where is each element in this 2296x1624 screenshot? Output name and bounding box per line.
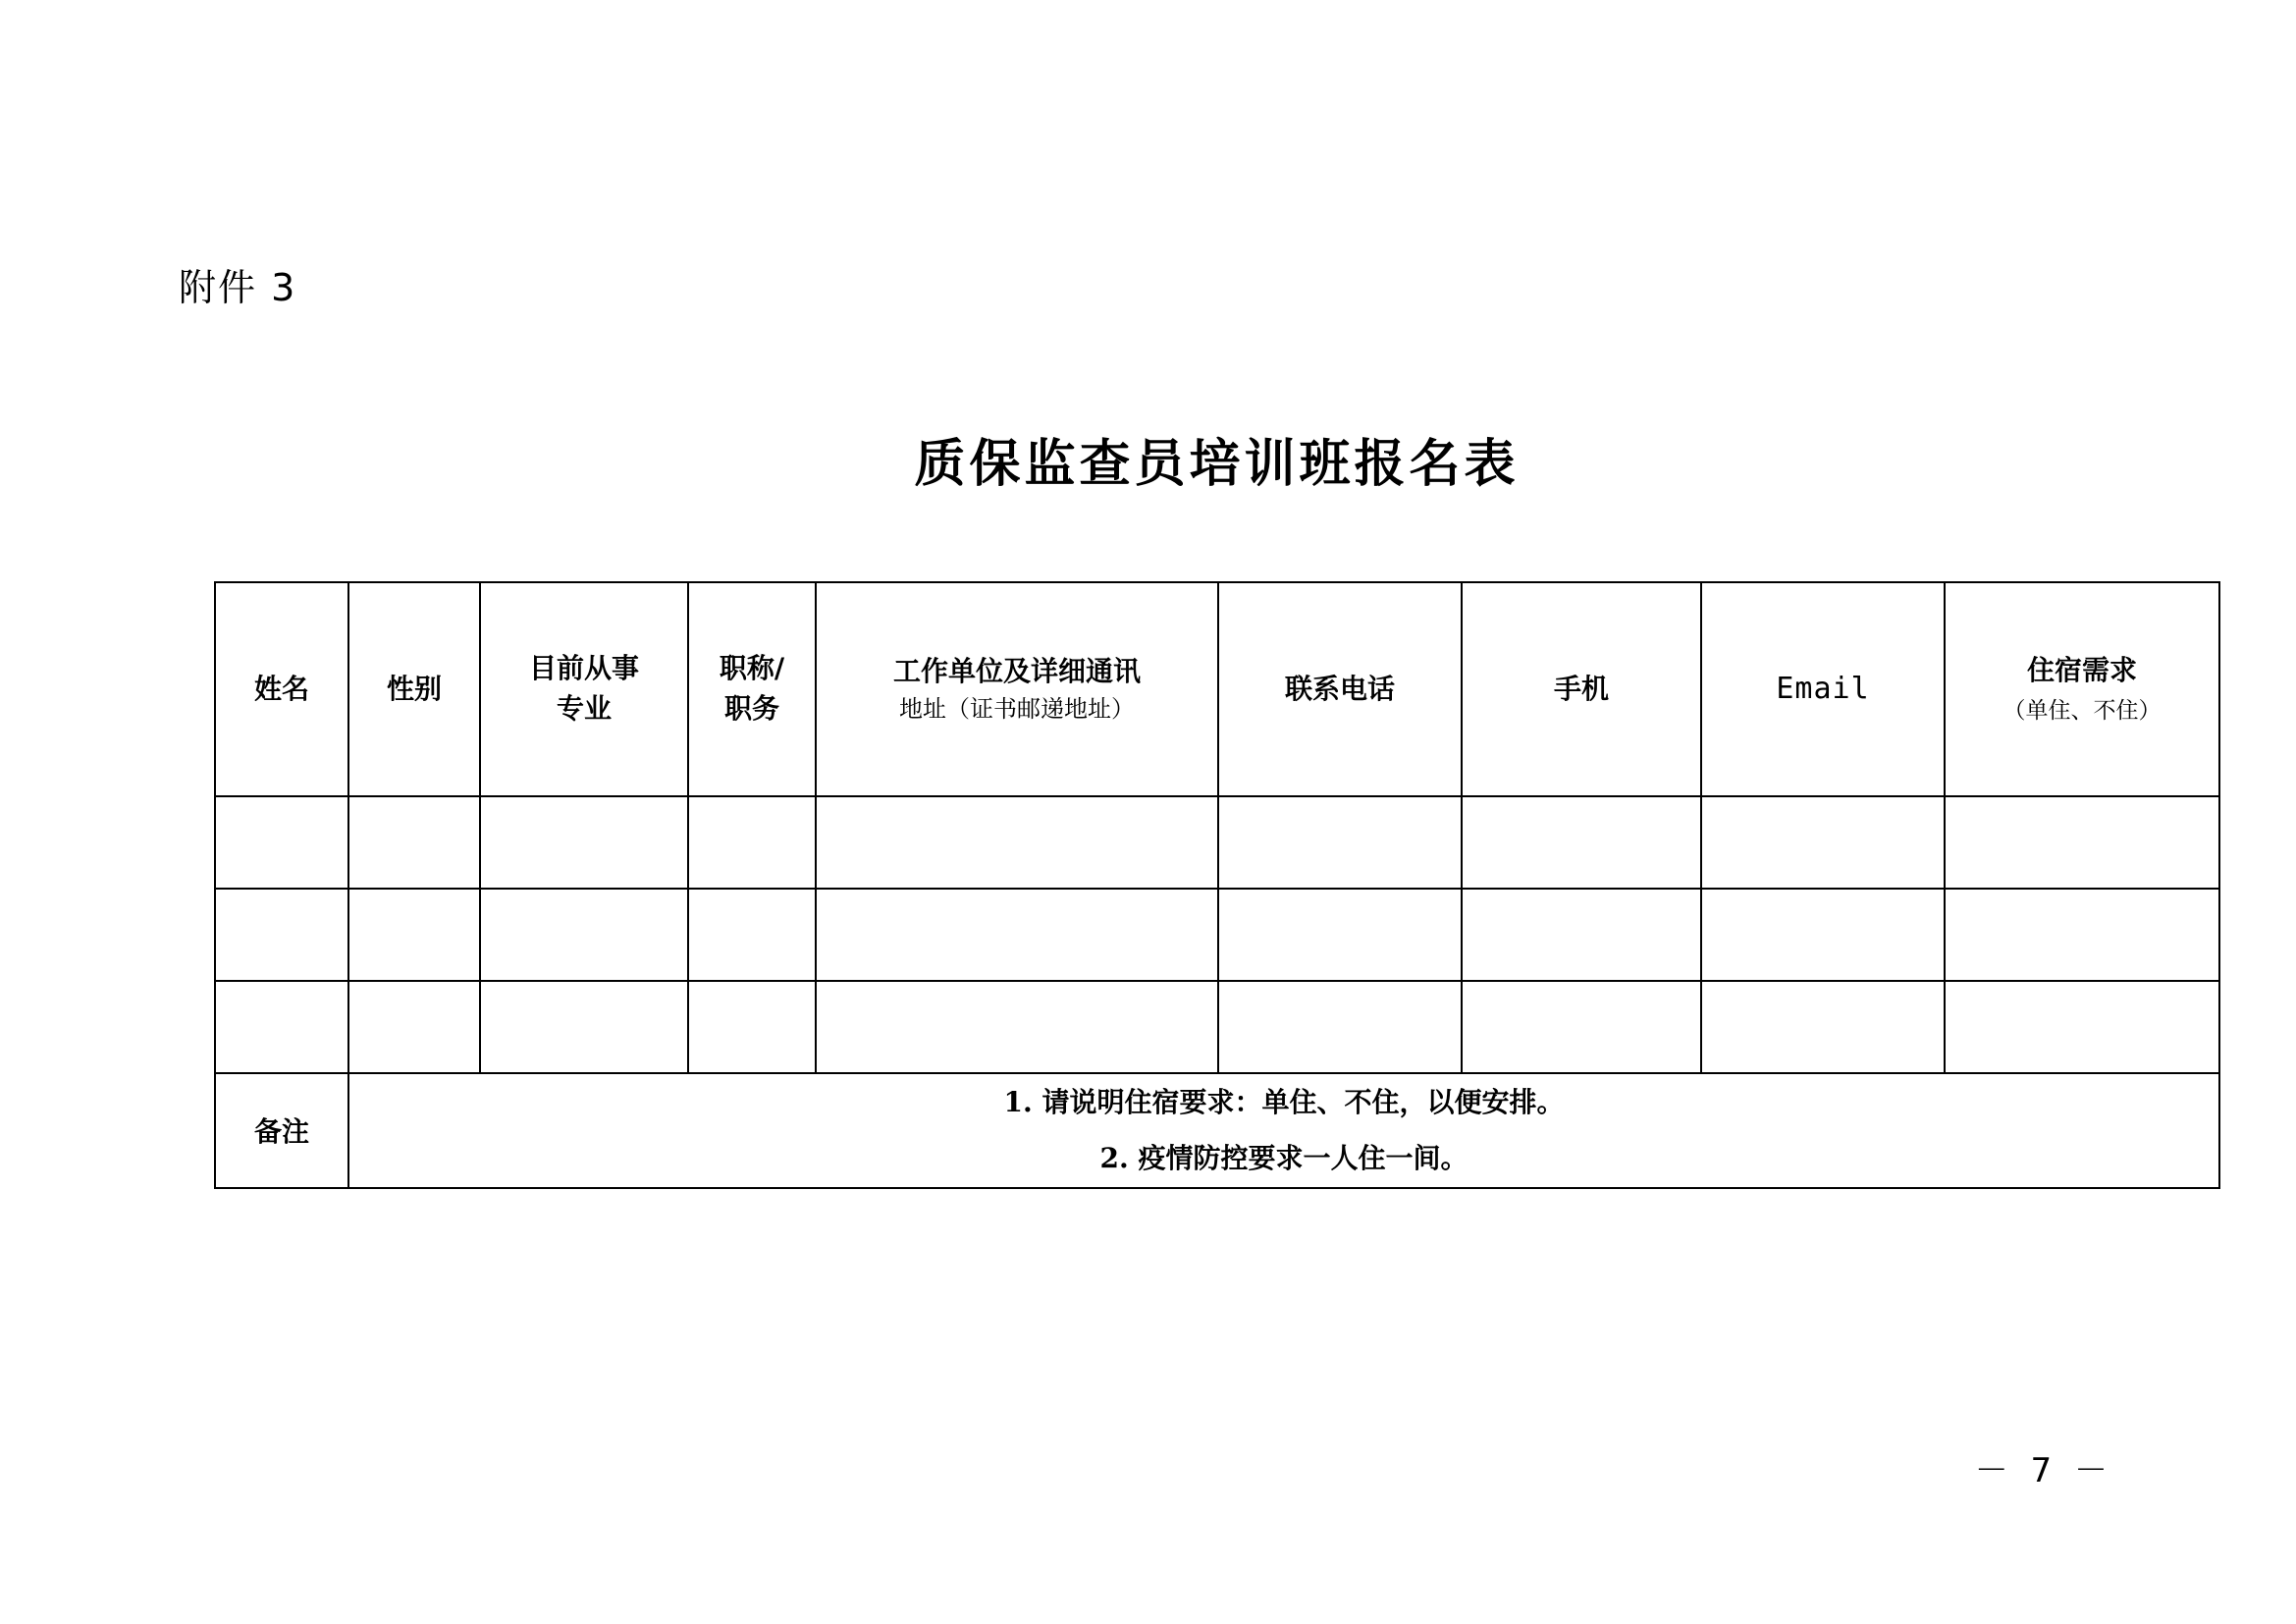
registration-table — [214, 581, 2220, 1189]
cell-name[interactable] — [215, 796, 348, 889]
header-label-email: Email — [1776, 672, 1870, 707]
cell-gender[interactable] — [348, 889, 480, 981]
header-label-major-line2: 专业 — [556, 692, 612, 725]
cell-gender[interactable] — [348, 981, 480, 1073]
header-label-title-line2: 职务 — [723, 692, 779, 725]
cell-major[interactable] — [480, 981, 688, 1073]
cell-accommodation[interactable] — [1945, 889, 2219, 981]
cell-accommodation[interactable] — [1945, 796, 2219, 889]
attachment-label: 附件 3 — [179, 266, 297, 309]
header-label-accommodation: 住宿需求 — [2026, 654, 2137, 687]
header-label-accommodation-note: （单住、不住） — [2002, 697, 2162, 724]
cell-title[interactable] — [688, 981, 816, 1073]
header-label-gender: 性别 — [386, 672, 442, 705]
header-cell-email — [1701, 582, 1945, 796]
cell-workplace[interactable] — [816, 796, 1218, 889]
cell-mobile[interactable] — [1462, 981, 1701, 1073]
header-cell-name — [215, 582, 348, 796]
header-label-phone: 联系电话 — [1284, 672, 1395, 705]
cell-mobile[interactable] — [1462, 889, 1701, 981]
header-cell-phone — [1218, 582, 1462, 796]
header-cell-major — [480, 582, 688, 796]
table-row[interactable] — [215, 889, 2219, 981]
header-cell-gender — [348, 582, 480, 796]
table-header-row — [215, 582, 2219, 796]
header-label-major-line1: 目前从事 — [528, 652, 639, 685]
cell-gender[interactable] — [348, 796, 480, 889]
remark-note-2: 2. 疫情防控要求一人住一间。 — [1099, 1142, 1468, 1175]
header-label-title-line1: 职称/ — [719, 652, 785, 685]
remark-label: 备注 — [215, 1073, 348, 1188]
header-label-name: 姓名 — [253, 672, 309, 705]
remark-note-1: 1. 请说明住宿要求：单住、不住，以便安排。 — [1003, 1086, 1565, 1118]
header-cell-accommodation — [1945, 582, 2219, 796]
cell-email[interactable] — [1701, 981, 1945, 1073]
cell-phone[interactable] — [1218, 981, 1462, 1073]
header-cell-workplace — [816, 582, 1218, 796]
remark-body — [348, 1073, 2219, 1188]
table-body — [215, 796, 2219, 1188]
remark-row — [215, 1073, 2219, 1188]
header-label-workplace-line1: 工作单位及详细通讯 — [892, 655, 1141, 688]
cell-accommodation[interactable] — [1945, 981, 2219, 1073]
header-label-mobile: 手机 — [1553, 672, 1609, 705]
registration-table-container — [214, 581, 2162, 1189]
cell-name[interactable] — [215, 889, 348, 981]
cell-title[interactable] — [688, 796, 816, 889]
cell-mobile[interactable] — [1462, 796, 1701, 889]
table-row[interactable] — [215, 796, 2219, 889]
page-title: 质保监查员培训班报名表 — [914, 434, 1520, 494]
cell-name[interactable] — [215, 981, 348, 1073]
cell-email[interactable] — [1701, 796, 1945, 889]
cell-email[interactable] — [1701, 889, 1945, 981]
cell-phone[interactable] — [1218, 889, 1462, 981]
page-number: － 7 － — [1974, 1451, 2113, 1490]
cell-title[interactable] — [688, 889, 816, 981]
cell-phone[interactable] — [1218, 796, 1462, 889]
cell-workplace[interactable] — [816, 981, 1218, 1073]
cell-major[interactable] — [480, 796, 688, 889]
header-label-workplace-line2: 地址（证书邮递地址） — [899, 694, 1135, 723]
table-row[interactable] — [215, 981, 2219, 1073]
header-cell-title — [688, 582, 816, 796]
cell-major[interactable] — [480, 889, 688, 981]
header-cell-mobile — [1462, 582, 1701, 796]
cell-workplace[interactable] — [816, 889, 1218, 981]
